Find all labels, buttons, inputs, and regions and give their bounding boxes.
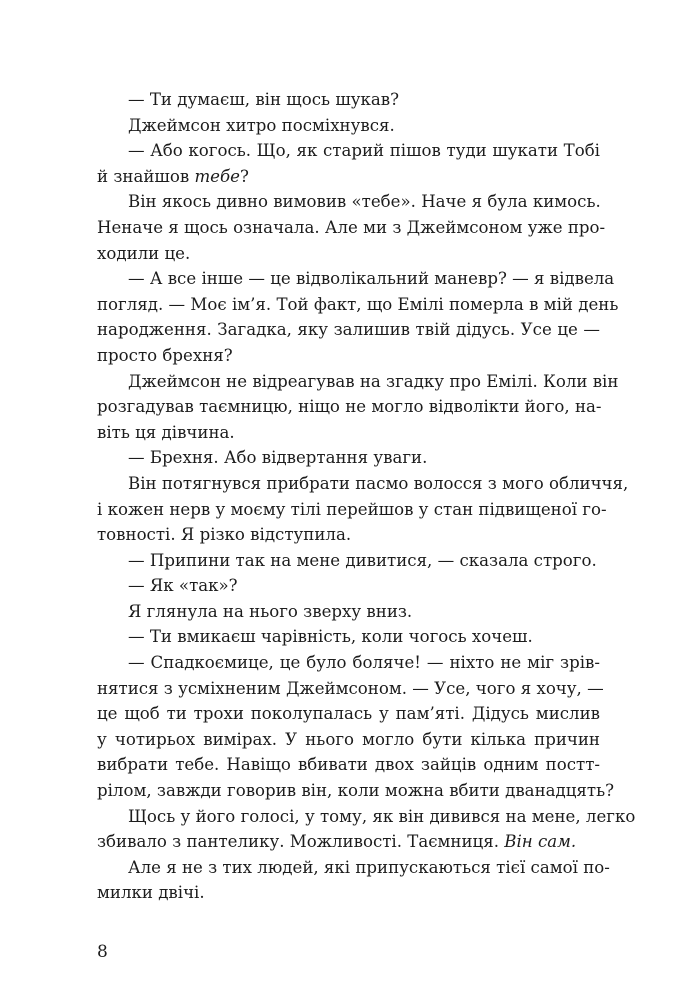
text-line xyxy=(97,266,615,292)
text-line-content: — Ти вмикаєш чарівність, коли чогось хочеш. xyxy=(128,627,533,647)
text-line xyxy=(97,445,600,471)
text-line-content: — Спадкоємице, це було боляче! — ніхто не міг зрів- xyxy=(128,653,600,673)
text-line-content: і кожен нерв у моєму тілі перейшов у стан підвищеної го- xyxy=(97,499,607,519)
text-line xyxy=(97,676,604,702)
text-line xyxy=(97,87,600,113)
text-line xyxy=(97,241,600,267)
text-line-content: — Брехня. Або відвертання уваги. xyxy=(128,448,428,468)
text-line-content: розгадував таємницю, ніщо не могло відволікти його, на- xyxy=(97,397,602,417)
text-line xyxy=(97,420,600,446)
text-line xyxy=(97,624,600,650)
text-line-content: у чотирьох вимірах. У нього могло бути кілька причин xyxy=(97,729,600,749)
text-line-content: — Або когось. Що, як старий пішов туди шукати Тобі xyxy=(128,141,600,161)
text-line-content: Але я не з тих людей, які припускаються тієї самої по- xyxy=(128,857,610,877)
text-line-content: нятися з усміхненим Джеймсоном. — Усе, чого я хочу, — xyxy=(97,678,604,698)
text-line-content: Джеймсон хитро посміхнувся. xyxy=(128,115,395,135)
text-line-content: Щось у його голосі, у тому, як він дивився на мене, легко xyxy=(128,806,636,826)
text-line xyxy=(97,829,600,855)
text-line-content: віть ця дівчина. xyxy=(97,422,235,442)
italic-emphasis: Він сам. xyxy=(504,832,577,852)
text-line xyxy=(97,804,636,830)
text-line-content: ходили це. xyxy=(97,243,191,263)
text-line xyxy=(97,497,607,523)
text-line-content: Він потягнувся прибрати пасмо волосся з мого обличчя, xyxy=(128,473,629,493)
text-line-content: просто брехня? xyxy=(97,345,233,365)
text-line xyxy=(97,573,600,599)
text-line xyxy=(97,650,600,676)
text-line-content: — Ти думаєш, він щось шукав? xyxy=(128,90,400,109)
text-line-content: народження. Загадка, яку залишив твій дідусь. Усе це — xyxy=(97,320,600,340)
text-line xyxy=(97,317,600,343)
text-line xyxy=(97,778,614,804)
text-line-content: Я глянула на нього зверху вниз. xyxy=(128,601,413,621)
text-line-content: це щоб ти трохи поколупалась у пам’яті. Дідусь мислив xyxy=(97,704,600,724)
text-line-content: погляд. — Моє ім’я. Той факт, що Емілі померла в мій день xyxy=(97,294,619,314)
text-line xyxy=(97,215,606,241)
text-line-content: товності. Я різко відступила. xyxy=(97,525,352,545)
text-line-tail: ? xyxy=(239,166,249,186)
text-line-content: збивало з пантелику. Можливості. Таємниця. xyxy=(97,832,505,852)
text-line xyxy=(97,164,600,190)
text-line xyxy=(97,522,600,548)
text-line xyxy=(97,394,600,420)
text-line xyxy=(97,752,600,778)
text-line xyxy=(97,880,600,906)
text-line-content: Він якось дивно вимовив «тебе». Наче я була кимось. xyxy=(128,192,601,212)
text-line xyxy=(97,343,600,369)
text-line-content: милки двічі. xyxy=(97,883,205,903)
italic-emphasis: тебе xyxy=(194,166,240,186)
text-line xyxy=(97,855,610,881)
text-line-content: Неначе я щось означала. Але ми з Джеймсоном уже про- xyxy=(97,217,606,237)
text-line-content: — Як «так»? xyxy=(128,576,238,596)
text-line-content: вибрати тебе. Навіщо вбивати двох зайців одним постт- xyxy=(97,755,600,775)
page-body-text xyxy=(97,87,636,906)
text-line-content: — Припини так на мене дивитися, — сказала строго. xyxy=(128,550,597,570)
page-number: 8 xyxy=(97,942,108,962)
text-line xyxy=(97,701,600,727)
text-line-content: Джеймсон не відреагував на згадку про Емілі. Коли він xyxy=(128,371,619,391)
text-line xyxy=(97,138,600,164)
text-line xyxy=(97,599,600,625)
text-line-content: — А все інше — це відволікальний маневр? — я відвела xyxy=(128,269,615,289)
text-line xyxy=(97,369,619,395)
text-line xyxy=(97,292,619,318)
text-line-content: й знайшов xyxy=(97,166,195,186)
text-line-content: рілом, завжди говорив він, коли можна вбити дванадцять? xyxy=(97,781,614,801)
text-line xyxy=(97,727,600,753)
text-line xyxy=(97,113,600,139)
text-line xyxy=(97,189,600,215)
text-line xyxy=(97,471,629,497)
text-line xyxy=(97,548,600,574)
